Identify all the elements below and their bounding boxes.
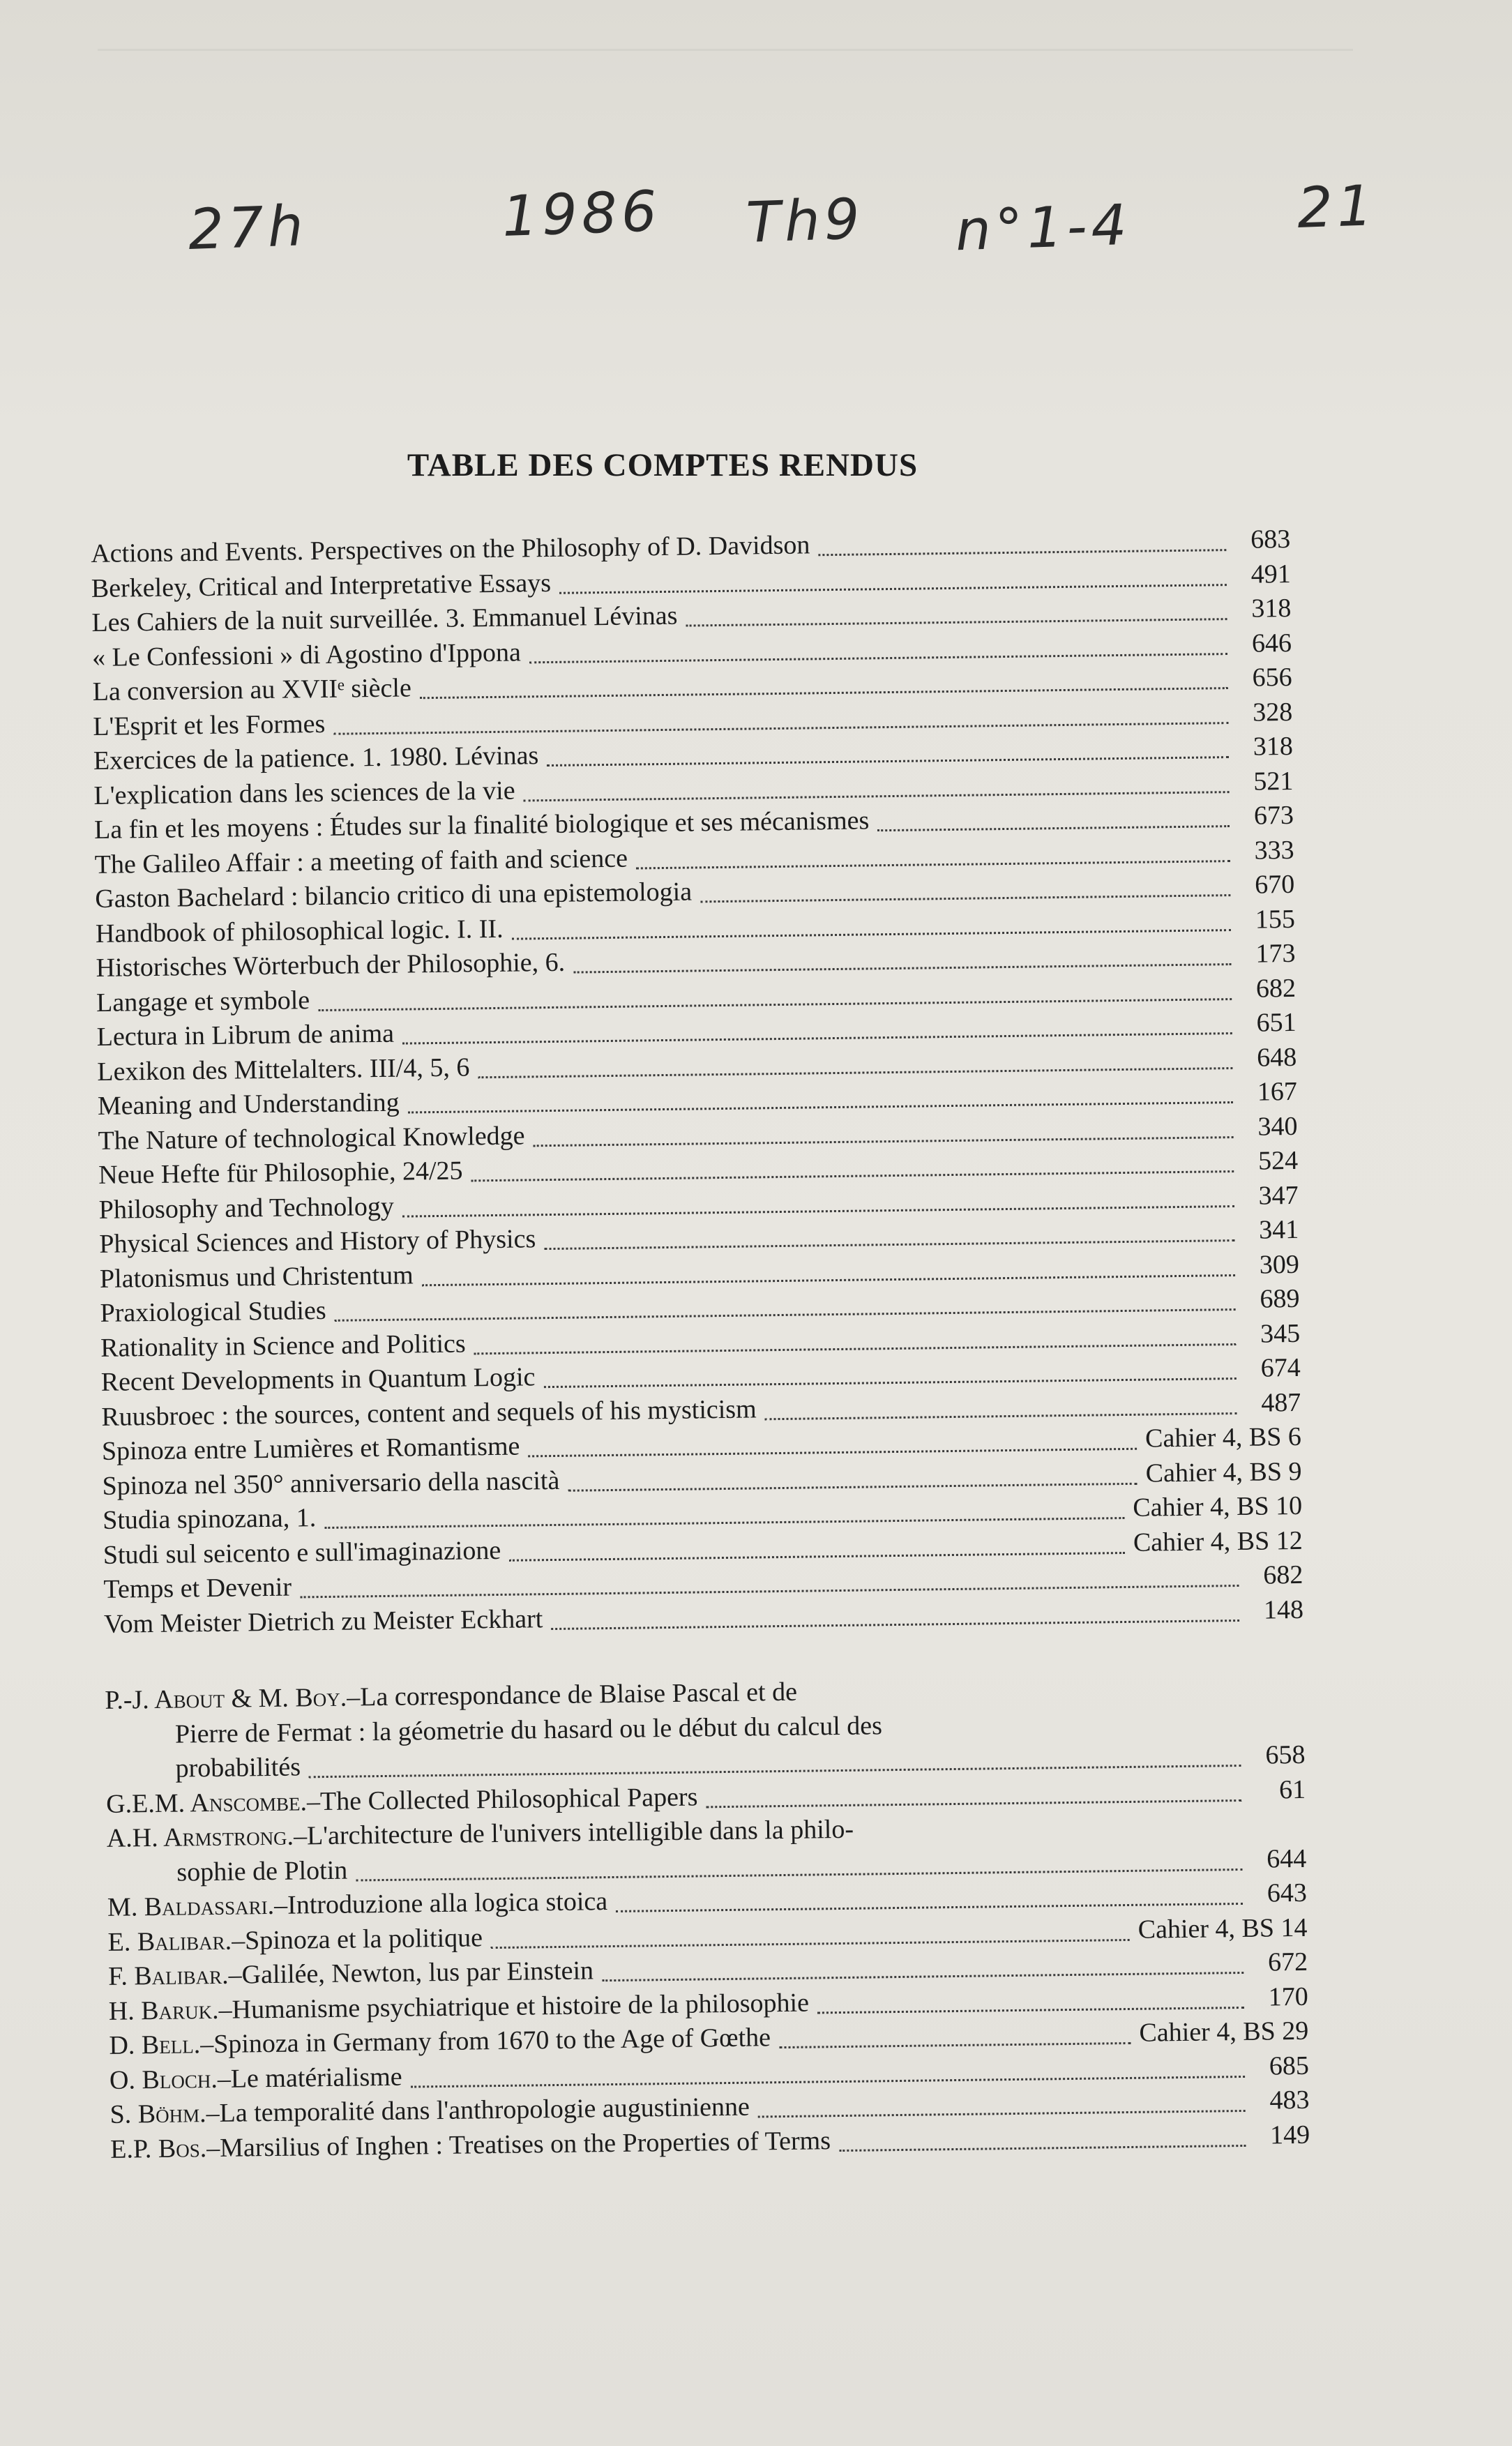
entry-page: 487	[1261, 1387, 1301, 1418]
dot-leader	[544, 1239, 1234, 1250]
authors-list	[105, 1669, 1310, 2167]
entry-page: Cahier 4, BS 10	[1133, 1490, 1303, 1523]
entry-page: 333	[1254, 835, 1294, 866]
handwritten-annotation	[0, 167, 1512, 279]
author-dash: –	[217, 2064, 232, 2094]
author-name: E. Balibar.	[107, 1926, 232, 1957]
entry-page: 670	[1254, 869, 1295, 900]
review-title-text: Marsilius of Inghen : Treatises on the Properties of Terms	[219, 2125, 831, 2163]
entry-title: Philosophy and Technology	[98, 1191, 395, 1225]
entry-page: 685	[1269, 2051, 1310, 2081]
dot-leader	[839, 2145, 1246, 2152]
entry-title: The Galileo Affair : a meeting of faith and science	[94, 843, 628, 879]
entry-page: 521	[1253, 766, 1294, 797]
author-entry	[105, 1669, 1306, 1788]
review-title-text: Pierre de Fermat : la géometrie du hasard ou le début du calcul des	[174, 1710, 883, 1749]
entry-page: 155	[1255, 904, 1296, 935]
entry-page: 643	[1267, 1878, 1308, 1908]
author-name: G.E.M. Anscombe.	[105, 1786, 308, 1819]
entry-page: Cahier 4, BS 12	[1133, 1525, 1303, 1557]
dot-leader	[765, 1412, 1237, 1420]
entry-page: 340	[1257, 1111, 1298, 1142]
entry-page: 656	[1252, 662, 1292, 693]
author-dash: –	[347, 1682, 361, 1712]
entry-title: Spinoza nel 350° anniversario della nascità	[102, 1465, 560, 1501]
review-title-text: Spinoza et la politique	[244, 1922, 483, 1955]
review-title-text: The Collected Philosophical Papers	[319, 1782, 698, 1816]
dot-leader	[779, 2042, 1131, 2048]
entry-page: 644	[1267, 1843, 1307, 1874]
author-dash: –	[206, 2133, 220, 2163]
titles-list	[91, 522, 1303, 1642]
entry-page: 61	[1278, 1774, 1306, 1804]
entry-page: 341	[1259, 1214, 1299, 1245]
review-title-text: Spinoza in Germany from 1670 to the Age of Gœthe	[213, 2023, 771, 2060]
dot-leader	[819, 549, 1227, 556]
dot-leader	[636, 860, 1230, 869]
author-dash: –	[228, 1960, 242, 1990]
entry-title: Rationality in Science and Politics	[100, 1329, 466, 1363]
entry-page: 648	[1256, 1042, 1297, 1073]
dot-leader	[686, 618, 1227, 626]
entry-title: Les Cahiers de la nuit surveillée. 3. Emmanuel Lévinas	[91, 601, 678, 637]
entry-page: 658	[1265, 1739, 1306, 1770]
author-name: E.P. Bos.	[109, 2133, 207, 2164]
entry-title: Studi sul seicento e sull'imaginazione	[103, 1535, 501, 1570]
entry-page: 673	[1253, 800, 1294, 831]
entry-title: « Le Confessioni » di Agostino d'Ippona	[91, 637, 522, 672]
review-title-text: Le matérialisme	[230, 2062, 402, 2094]
page-title: TABLE DES COMPTES RENDUS	[407, 447, 918, 483]
entry-page: 148	[1263, 1594, 1304, 1625]
entry-page: Cahier 4, BS 29	[1139, 2016, 1309, 2048]
entry-page: 170	[1268, 1981, 1308, 2012]
review-title-text: La temporalité dans l'anthropologie augustinienne	[219, 2092, 750, 2128]
dot-leader	[817, 2007, 1244, 2014]
entry-page: 318	[1253, 731, 1294, 762]
bleed-through-mark	[98, 49, 1353, 114]
entry-title: Platonismus und Christentum	[99, 1260, 414, 1294]
entry-page: 483	[1269, 2085, 1310, 2115]
entry-page: 328	[1252, 697, 1293, 727]
entry-page: 683	[1250, 524, 1291, 554]
entry-title: Handbook of philosophical logic. I. II.	[95, 914, 504, 949]
entry-title: L'Esprit et les Formes	[93, 709, 326, 741]
entry-title: Lexikon des Mittelalters. III/4, 5, 6	[97, 1052, 470, 1087]
entry-page: 167	[1257, 1076, 1298, 1107]
entry-page: 651	[1256, 1007, 1296, 1038]
dot-leader	[544, 1377, 1237, 1388]
review-title-text: Introduzione alla logica stoica	[287, 1887, 608, 1920]
author-name: H. Baruk.	[108, 1995, 219, 2026]
entry-title: Exercices de la patience. 1. 1980. Lévinas	[93, 741, 539, 776]
author-name: O. Bloch.	[109, 2064, 218, 2095]
dot-leader	[551, 1620, 1239, 1630]
author-name: P.-J. About & M. Boy.	[105, 1682, 347, 1715]
handwriting-call-number: 27h	[187, 193, 309, 262]
dot-leader	[700, 894, 1230, 903]
entry-title: Vom Meister Dietrich zu Meister Eckhart	[103, 1603, 543, 1639]
dot-leader	[559, 584, 1227, 594]
dot-leader	[529, 653, 1227, 663]
entry-title: Actions and Events. Perspectives on the Philosophy of D. Davidson	[91, 530, 810, 568]
author-dash: –	[206, 2098, 220, 2129]
entry-title: Gaston Bachelard : bilancio critico di una epistemologia	[95, 877, 693, 914]
handwriting-issues: n°1-4	[954, 192, 1132, 264]
dot-leader	[547, 756, 1229, 767]
table-of-reviews	[91, 522, 1310, 2167]
entry-page: 682	[1263, 1560, 1303, 1590]
dot-leader	[877, 825, 1230, 831]
entry-title: The Nature of technological Knowledge	[98, 1120, 525, 1156]
entry-page: 646	[1251, 628, 1292, 658]
dot-leader	[706, 1799, 1242, 1808]
dot-leader	[573, 963, 1231, 974]
entry-title: Berkeley, Critical and Interpretative Essays	[91, 568, 552, 603]
entry-page: 345	[1260, 1318, 1301, 1349]
author-name: S. Böhm.	[109, 2099, 206, 2129]
review-title-text: sophie de Plotin	[176, 1855, 348, 1887]
author-dash: –	[273, 1890, 288, 1920]
entry-page: 491	[1250, 559, 1292, 589]
entry-page: 318	[1251, 593, 1292, 624]
dot-leader	[491, 1939, 1130, 1949]
entry-page: 672	[1267, 1947, 1308, 1977]
review-title-text: Humanisme psychiatrique et histoire de la philosophie	[232, 1988, 810, 2025]
entry-title: Ruusbroec : the sources, content and sequels of his mysticism	[101, 1394, 757, 1432]
dot-leader	[568, 1483, 1137, 1492]
entry-title: Lectura in Librum de anima	[96, 1018, 395, 1052]
review-title-text: probabilités	[175, 1752, 301, 1783]
entry-page: 309	[1259, 1249, 1300, 1280]
entry-title: Spinoza entre Lumières et Romantisme	[101, 1431, 520, 1466]
entry-title: L'explication dans les sciences de la vie	[93, 776, 515, 810]
entry-title: Physical Sciences and History of Physics	[99, 1224, 536, 1259]
author-name: M. Baldassari.	[107, 1890, 275, 1922]
entry-title: Studia spinozana, 1.	[102, 1503, 317, 1535]
dot-leader	[616, 1903, 1243, 1912]
entry-page: 674	[1260, 1352, 1301, 1383]
dot-leader	[758, 2110, 1246, 2118]
dot-leader	[529, 1448, 1137, 1458]
entry-page: Cahier 4, BS 6	[1144, 1421, 1302, 1454]
dot-leader	[509, 1552, 1125, 1562]
handwriting-year: 1986	[501, 179, 663, 249]
handwriting-volume: Th9	[745, 186, 865, 255]
entry-title: Meaning and Understanding	[97, 1087, 400, 1121]
author-dash: –	[199, 2030, 214, 2060]
entry-page: 689	[1260, 1283, 1300, 1314]
entry-title: Recent Developments in Quantum Logic	[100, 1362, 536, 1397]
handwriting-mark: 21	[1296, 173, 1378, 241]
author-dash: –	[306, 1786, 321, 1816]
author-dash: –	[293, 1821, 308, 1851]
entry-page: 682	[1255, 973, 1296, 1004]
entry-title: Historisches Wörterbuch der Philosophie, 6.	[96, 947, 566, 983]
entry-page: 347	[1258, 1180, 1299, 1211]
review-title-text: L'architecture de l'univers intelligible dans la philo-	[306, 1814, 854, 1851]
author-name: F. Balibar.	[107, 1960, 229, 1991]
author-name: A.H. Armstrong.	[106, 1821, 294, 1853]
entry-page: 173	[1255, 938, 1296, 969]
entry-page: 149	[1269, 2120, 1310, 2150]
entry-page: Cahier 4, BS 9	[1145, 1456, 1302, 1488]
review-title-text: Galilée, Newton, lus par Einstein	[241, 1956, 594, 1990]
author-name: D. Bell.	[109, 2030, 201, 2060]
author-dash: –	[218, 1995, 232, 2025]
entry-page: Cahier 4, BS 14	[1137, 1912, 1308, 1945]
review-title-text: La correspondance de Blaise Pascal et de	[360, 1677, 798, 1712]
entry-title: Neue Hefte für Philosophie, 24/25	[98, 1156, 463, 1190]
entry-page: 524	[1257, 1145, 1299, 1176]
dot-leader	[602, 1972, 1243, 1981]
entry-title: Langage et symbole	[96, 985, 310, 1018]
author-dash: –	[231, 1925, 245, 1956]
dot-leader	[524, 791, 1230, 801]
entry-title: Temps et Devenir	[103, 1572, 292, 1604]
entry-title: Praxiological Studies	[100, 1295, 326, 1328]
dot-leader	[534, 1136, 1234, 1147]
entry-title: La conversion au XVIIᵉ siècle	[92, 673, 412, 707]
entry-title: La fin et les moyens : Études sur la finalité biologique et ses mécanismes	[93, 806, 870, 845]
